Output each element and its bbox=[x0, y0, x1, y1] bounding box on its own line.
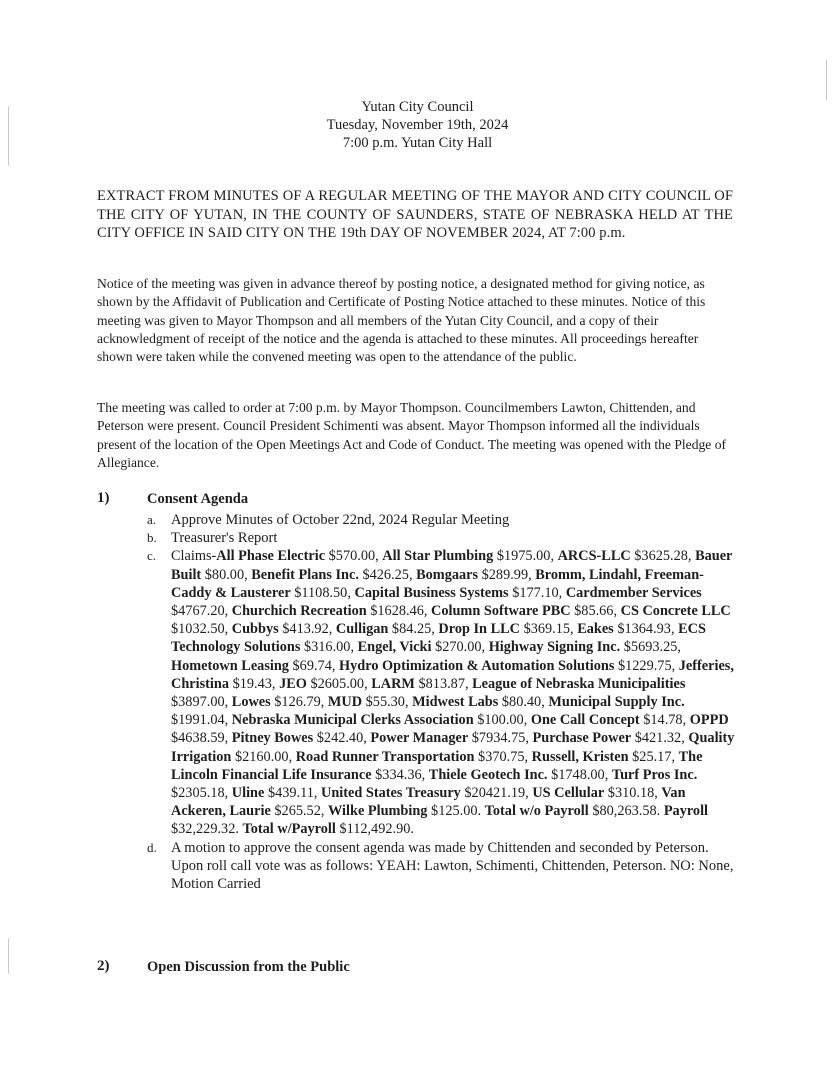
claim-vendor: Pitney Bowes bbox=[231, 730, 314, 747]
claim-amount: $80.00 bbox=[204, 566, 245, 583]
call-to-order-paragraph: The meeting was called to order at 7:00 p.m. by Mayor Thompson. Councilmembers Lawton, Chittenden, and Peterson were present. Council President Schimenti was absent. Mayor Thompson informed all the individuals present of the location of the Open Meetings Act and Code of Conduct. The meeting was opened with the Pledge of Allegiance. bbox=[97, 400, 727, 470]
claim-amount: $316.00 bbox=[303, 639, 351, 656]
claim-vendor: Bomgaars bbox=[416, 566, 479, 583]
claim-vendor: US Cellular bbox=[532, 785, 605, 802]
section-title: Open Discussion from the Public bbox=[147, 959, 350, 975]
claim-amount: $1108.50 bbox=[294, 584, 348, 601]
claim-vendor: Uline bbox=[231, 785, 265, 802]
claim-vendor: Benefit Plans Inc. bbox=[251, 566, 359, 583]
claim-vendor: Culligan bbox=[335, 621, 389, 638]
claim-vendor: Road Runner Transportation bbox=[295, 748, 475, 765]
claim-amount: $19.43 bbox=[232, 675, 272, 692]
claim-amount: $2605.00 bbox=[310, 675, 365, 692]
item-text: A motion to approve the consent agenda was made by Chittenden and seconded by Peterson. Upon roll call vote was as follows: YEAH: Lawton, Schimenti, Chittenden, Peterson. NO: None, Motion Carried bbox=[171, 839, 734, 893]
claim-vendor: Municipal Supply Inc. bbox=[548, 694, 685, 711]
claim-amount: $421.32 bbox=[634, 730, 682, 747]
total-label: Total w/Payroll bbox=[242, 821, 336, 838]
item-text: Treasurer's Report bbox=[171, 530, 278, 547]
meeting-date: Tuesday, November 19th, 2024 bbox=[326, 117, 509, 133]
claim-amount: $813.87 bbox=[418, 675, 465, 692]
claim-amount: $334.36 bbox=[375, 766, 422, 783]
claim-vendor: All Phase Electric bbox=[216, 548, 326, 565]
meeting-time-location: 7:00 p.m. Yutan City Hall bbox=[342, 135, 493, 151]
claim-vendor: Quality Irrigation bbox=[171, 730, 735, 765]
claim-amount: $100.00 bbox=[477, 712, 524, 729]
claim-amount: $289.99 bbox=[481, 566, 529, 583]
claim-amount: $413.92 bbox=[282, 621, 329, 638]
claim-amount: $1991.04 bbox=[171, 712, 225, 729]
claim-vendor: Eakes bbox=[577, 621, 614, 638]
claim-amount: $310.18 bbox=[607, 785, 655, 802]
claim-vendor: Nebraska Municipal Clerks Association bbox=[231, 712, 474, 729]
claim-amount: $126.79 bbox=[274, 694, 321, 711]
agenda-item bbox=[147, 511, 735, 529]
claim-amount: $3625.28 bbox=[634, 548, 688, 565]
total-label: Total w/o Payroll bbox=[484, 803, 589, 820]
claim-amount: $84.25 bbox=[391, 621, 432, 638]
claim-vendor: Capital Business Systems bbox=[354, 584, 509, 601]
claim-vendor: LARM bbox=[371, 675, 415, 692]
claim-amount: $439.11 bbox=[267, 785, 314, 802]
claim-amount: $7934.75 bbox=[471, 730, 526, 747]
claim-vendor: Churchich Recreation bbox=[231, 603, 367, 620]
claim-amount: $14.78 bbox=[643, 712, 683, 729]
claim-vendor: Wilke Plumbing bbox=[328, 803, 428, 820]
claim-vendor: JEO bbox=[279, 675, 307, 692]
claim-vendor: MUD bbox=[327, 694, 363, 711]
claim-amount: $242.40 bbox=[316, 730, 364, 747]
claim-amount: $4638.59 bbox=[171, 730, 225, 747]
consent-agenda-items bbox=[147, 511, 735, 893]
extract-heading: EXTRACT FROM MINUTES OF A REGULAR MEETING OF THE MAYOR AND CITY COUNCIL OF THE CITY OF YUTAN, IN THE COUNTY OF SAUNDERS, STATE OF NEBRASKA HELD AT THE CITY OFFICE IN SAID CITY ON THE 19th DAY OF NOVEMBER 2024, AT 7:00 p.m. bbox=[97, 188, 733, 241]
claim-vendor: Bromm, Lindahl, Freeman-Caddy & Lausterer bbox=[171, 566, 704, 601]
claim-amount: $85.66 bbox=[574, 603, 614, 620]
claim-amount: $3897.00 bbox=[171, 694, 225, 711]
claim-vendor: Engel, Vicki bbox=[357, 639, 432, 656]
claim-amount: $1032.50 bbox=[171, 621, 225, 638]
claim-amount: $2305.18 bbox=[171, 785, 225, 802]
claim-amount: $177.10 bbox=[512, 584, 559, 601]
item-label: d. bbox=[147, 839, 157, 855]
claim-amount: $5693.25 bbox=[623, 639, 678, 656]
claim-amount: $25.17 bbox=[632, 748, 672, 765]
claim-amount: $1364.93 bbox=[617, 621, 671, 638]
claim-amount: $1229.75 bbox=[617, 657, 672, 674]
section-number: 1) bbox=[97, 490, 110, 506]
item-text: Approve Minutes of October 22nd, 2024 Regular Meeting bbox=[171, 512, 510, 528]
claim-vendor: United States Treasury bbox=[321, 785, 461, 802]
claim-vendor: Hydro Optimization & Automation Solutions bbox=[339, 657, 615, 674]
total-amount: $32,229.32 bbox=[171, 821, 236, 838]
claim-vendor: Jefferies, Christina bbox=[171, 657, 734, 692]
claim-amount: $2160.00 bbox=[234, 748, 289, 765]
total-amount: $112,492.90 bbox=[339, 821, 411, 838]
claim-vendor: Thiele Geotech Inc. bbox=[428, 766, 548, 783]
claim-vendor: Cardmember Services bbox=[565, 584, 702, 601]
claim-amount: $1748.00 bbox=[551, 766, 605, 783]
claim-vendor: Van Ackeren, Laurie bbox=[171, 785, 686, 820]
claim-vendor: Purchase Power bbox=[532, 730, 632, 747]
claim-amount: $80.40 bbox=[501, 694, 542, 711]
meeting-header bbox=[0, 98, 835, 152]
claim-vendor: All Star Plumbing bbox=[382, 548, 494, 565]
item-label: a. bbox=[147, 512, 157, 527]
claim-vendor: OPPD bbox=[689, 712, 729, 729]
claim-amount: $426.25 bbox=[362, 566, 409, 583]
claim-amount: $1628.46 bbox=[370, 603, 424, 620]
council-name: Yutan City Council bbox=[361, 99, 474, 115]
claims-list: Claims-All Phase Electric $570.00, All Star Plumbing $1975.00, ARCS-LLC $3625.28, Bauer Built $80.00, Benefit Plans Inc. $426.25, Bomgaars $289.99, Bromm, Lindahl, Freeman-Caddy & Lausterer $1108.50, Capital Business Systems $177.10, Cardmember Services $4767.20, Churchich Recreation $1628.46, Column Software PBC $85.66, CS Concrete LLC $1032.50, Cubbys $413.92, Culligan $84.25, Drop In LLC $369.15, Eakes $1364.93, ECS Technology Solutions $316.00, Engel, Vicki $270.00, Highway Signing Inc. $5693.25, Hometown Leasing $69.74, Hydro Optimization & Automation Solutions $1229.75, Jefferies, Christina $19.43, JEO $2605.00, LARM $813.87, League of Nebraska Municipalities $3897.00, Lowes $126.79, MUD $55.30, Midwest Labs $80.40, Municipal Supply Inc. $1991.04, Nebraska Municipal Clerks Association $100.00, One Call Concept $14.78, OPPD $4638.59, Pitney Bowes $242.40, Power Manager $7934.75, Purchase Power $421.32, Quality Irrigation $2160.00, Road Runner Transportation $370.75, Russell, Kristen $25.17, The Lincoln Financial Life Insurance $334.36, Thiele Geotech Inc. $1748.00, Turf Pros Inc. $2305.18, Uline $439.11, United States Treasury $20421.19, US Cellular $310.18, Van Ackeren, Laurie $265.52, Wilke Plumbing $125.00. Total w/o Payroll $80,263.58. Payroll $32,229.32. Total w/Payroll $112,492.90. bbox=[171, 548, 735, 838]
agenda-item bbox=[147, 529, 735, 547]
claim-vendor: CS Concrete LLC bbox=[620, 603, 731, 620]
agenda-item bbox=[147, 839, 735, 894]
claim-amount: $20421.19 bbox=[464, 785, 526, 802]
claim-vendor: Cubbys bbox=[231, 621, 279, 638]
claim-vendor: Column Software PBC bbox=[431, 603, 571, 620]
claim-amount: $369.15 bbox=[523, 621, 571, 638]
claim-vendor: Bauer Built bbox=[171, 548, 733, 583]
claim-amount: $1975.00 bbox=[496, 548, 551, 565]
claim-amount: $125.00 bbox=[431, 803, 478, 820]
total-amount: $80,263.58 bbox=[592, 803, 657, 820]
claim-vendor: One Call Concept bbox=[530, 712, 640, 729]
item-label: b. bbox=[147, 530, 157, 546]
claim-vendor: ECS Technology Solutions bbox=[171, 621, 706, 656]
claim-vendor: Highway Signing Inc. bbox=[488, 639, 621, 656]
claim-amount: $570.00 bbox=[328, 548, 376, 565]
claims-intro: Claims- bbox=[171, 548, 217, 565]
claim-vendor: Drop In LLC bbox=[438, 621, 520, 638]
claim-vendor: Lowes bbox=[231, 694, 271, 711]
claim-vendor: Hometown Leasing bbox=[171, 657, 289, 674]
claim-amount: $270.00 bbox=[435, 639, 482, 656]
agenda-item-claims bbox=[147, 547, 735, 838]
claim-amount: $4767.20 bbox=[171, 603, 225, 620]
section-number: 2) bbox=[97, 958, 110, 974]
claim-amount: $265.52 bbox=[274, 803, 321, 820]
total-label: Payroll bbox=[663, 803, 709, 820]
section-title: Consent Agenda bbox=[147, 491, 249, 507]
claim-vendor: ARCS-LLC bbox=[557, 548, 631, 565]
claim-vendor: Russell, Kristen bbox=[531, 748, 629, 765]
item-label: c. bbox=[147, 548, 157, 564]
claim-amount: $69.74 bbox=[292, 657, 332, 674]
claim-vendor: Turf Pros Inc. bbox=[611, 766, 698, 783]
claim-vendor: League of Nebraska Municipalities bbox=[472, 675, 686, 692]
notice-paragraph: Notice of the meeting was given in advance thereof by posting notice, a designated method for giving notice, as shown by the Affidavit of Publication and Certificate of Posting Notice attached to these minutes. Notice of this meeting was given to Mayor Thompson and all members of the Yutan City Council, and a copy of their acknowledgment of receipt of the notice and the agenda is attached to these minutes. All proceedings hereafter shown were taken while the convened meeting was open to the attendance of the public. bbox=[97, 276, 706, 365]
scan-edge-mark-left-bottom bbox=[8, 938, 9, 974]
scan-edge-mark-right bbox=[826, 60, 827, 100]
claim-vendor: Power Manager bbox=[370, 730, 469, 747]
claim-amount: $370.75 bbox=[478, 748, 525, 765]
claim-amount: $55.30 bbox=[365, 694, 405, 711]
claim-vendor: Midwest Labs bbox=[412, 694, 499, 711]
claim-vendor: The Lincoln Financial Life Insurance bbox=[171, 748, 703, 783]
